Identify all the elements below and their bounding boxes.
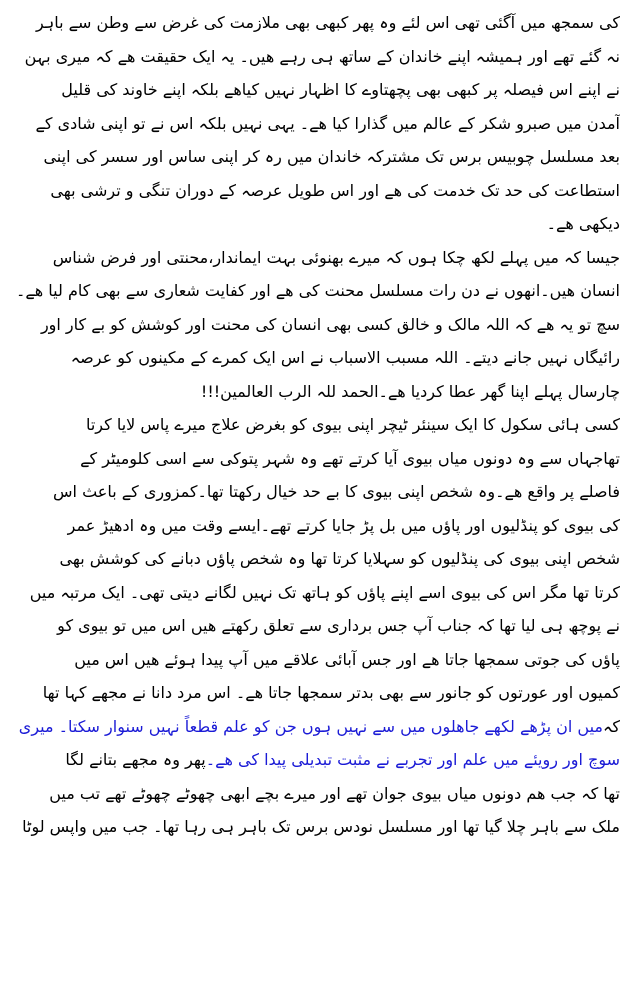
text-segment: انسان ھیں۔انھوں نے دن رات مسلسل محنت کی ھے اور کفایت شعاری سے بھی کام لیا ھے۔ xyxy=(16,281,620,300)
text-segment: نہ گئے تھے اور ہمیشہ اپنے خاندان کے ساتھ ہی رہے ھیں۔ یہ ایک حقیقت ھے کہ میری بہن xyxy=(24,46,620,66)
text-line xyxy=(12,710,620,744)
text-segment: آمدن میں صبرو شکر کے عالم میں گذارا کیا ھے۔ یہی نہیں بلکہ اس نے تو اپنی شادی کے xyxy=(35,113,620,133)
text-line xyxy=(12,810,620,844)
text-line xyxy=(12,442,620,476)
text-segment: کمیوں اور عورتوں کو جانور سے بھی بدتر سمجھا جاتا ھے۔ اس مرد دانا نے مجھے کہا تھا xyxy=(42,683,620,702)
text-line xyxy=(12,509,620,543)
text-line xyxy=(12,308,620,342)
text-segment: کرتا تھا مگر اس کی بیوی اسے اپنے پاؤں کو ہاتھ تک نہیں لگانے دیتی تھی۔ ایک مرتبہ میں xyxy=(29,582,620,602)
text-line xyxy=(12,207,620,241)
body-text xyxy=(12,6,620,844)
text-line xyxy=(12,676,620,710)
text-segment: رائیگاں نہیں جانے دیتے۔ اللہ مسبب الاسباب نے اس ایک کمرے کے مکینوں کو عرصہ xyxy=(70,348,620,367)
text-segment: نے اپنے اس فیصلہ پر کبھی بھی پچھتاوے کا اظہار نہیں کیاھے بلکہ اپنے خاوند کی قلیل xyxy=(61,80,620,99)
text-segment: پھر وہ مجھے بتانے لگا xyxy=(65,750,206,769)
text-line xyxy=(12,140,620,174)
text-segment: جیسا کہ میں پہلے لکھ چکا ہوں کہ میرے بھنوئی بہت ایماندار،محنتی اور فرض شناس xyxy=(52,247,620,267)
text-line xyxy=(12,777,620,811)
text-line xyxy=(12,576,620,610)
text-segment: بعد مسلسل چوبیس برس تک مشترکہ خاندان میں رہ کر اپنی ساس اور سسر کی اپنی xyxy=(43,147,620,166)
text-line xyxy=(12,241,620,275)
text-segment: ملک سے باہر چلا گیا تھا اور مسلسل نودس برس تک باہر ہی رہا تھا۔ جب میں واپس لوٹا xyxy=(22,817,620,836)
text-line xyxy=(12,274,620,308)
highlighted-quote: سوچ اور رویئے میں علم اور تجربے نے مثبت تبدیلی پیدا کی ھے۔ xyxy=(205,750,620,769)
text-segment: تھا کہ جب ھم دونوں میاں بیوی جوان تھے اور میرے بچے ابھی چھوٹے چھوٹے تھے تب میں xyxy=(49,783,620,803)
text-line xyxy=(12,743,620,777)
text-segment: پاؤں کی جوتی سمجھا جاتا ھے اور جس آبائی علاقے میں آپ پیدا ہوئے ھیں اس میں xyxy=(74,649,620,669)
text-segment: فاصلے پر واقع ھے۔وہ شخص اپنی بیوی کا بے حد خیال رکھتا تھا۔کمزوری کے باعث اس xyxy=(53,482,620,501)
text-segment: استطاعت کی حد تک خدمت کی ھے اور اس طویل عرصہ کے دوران تنگی و ترشی بھی xyxy=(50,180,620,200)
text-line xyxy=(12,107,620,141)
text-line xyxy=(12,40,620,74)
text-line xyxy=(12,643,620,677)
text-line xyxy=(12,609,620,643)
text-line xyxy=(12,375,620,409)
text-line xyxy=(12,174,620,208)
text-segment: دیکھی ھے۔ xyxy=(546,214,620,233)
text-line xyxy=(12,73,620,107)
text-line xyxy=(12,475,620,509)
text-segment: چارسال پہلے اپنا گھر عطا کردیا ھے۔الحمد للہ الرب العالمین!!! xyxy=(200,381,620,401)
text-line xyxy=(12,408,620,442)
text-segment: کہ xyxy=(603,716,620,736)
text-line xyxy=(12,6,620,40)
text-segment: سچ تو یہ ھے کہ اللہ مالک و خالق کسی بھی انسان کی محنت اور کوشش کو بے کار اور xyxy=(40,314,620,334)
highlighted-quote: میں ان پڑھے لکھے جاھلوں میں سے نہیں ہوں جن کو علم قطعاً نہیں سنوار سکتا۔ میری xyxy=(18,716,603,736)
text-segment: کی بیوی کو پنڈلیوں اور پاؤں میں بل پڑ جایا کرتے تھے۔ایسے وقت میں وہ ادھیڑ عمر xyxy=(67,515,620,535)
text-line xyxy=(12,542,620,576)
text-segment: شخص اپنی بیوی کی پنڈلیوں کو سہلایا کرتا تھا وہ شخص پاؤں دبانے کی کوشش بھی xyxy=(59,549,620,568)
text-line xyxy=(12,341,620,375)
text-segment: تھاجہاں سے وہ دونوں میاں بیوی آیا کرتے تھے وہ شہر پتوکی سے اسی کلومیٹر کے xyxy=(80,448,620,468)
text-segment: نے پوچھ ہی لیا تھا کہ جناب آپ جس برداری سے تعلق رکھتے ھیں اس میں تو بیوی کو xyxy=(57,616,620,635)
text-segment: کسی ہائی سکول کا ایک سینئر ٹیچر اپنی بیوی کو بغرض علاج میرے پاس لایا کرتا xyxy=(85,415,620,434)
text-segment: کی سمجھ میں آگئی تھی اس لئے وہ پھر کبھی بھی ملازمت کی غرض سے وطن سے باہر xyxy=(36,13,620,32)
